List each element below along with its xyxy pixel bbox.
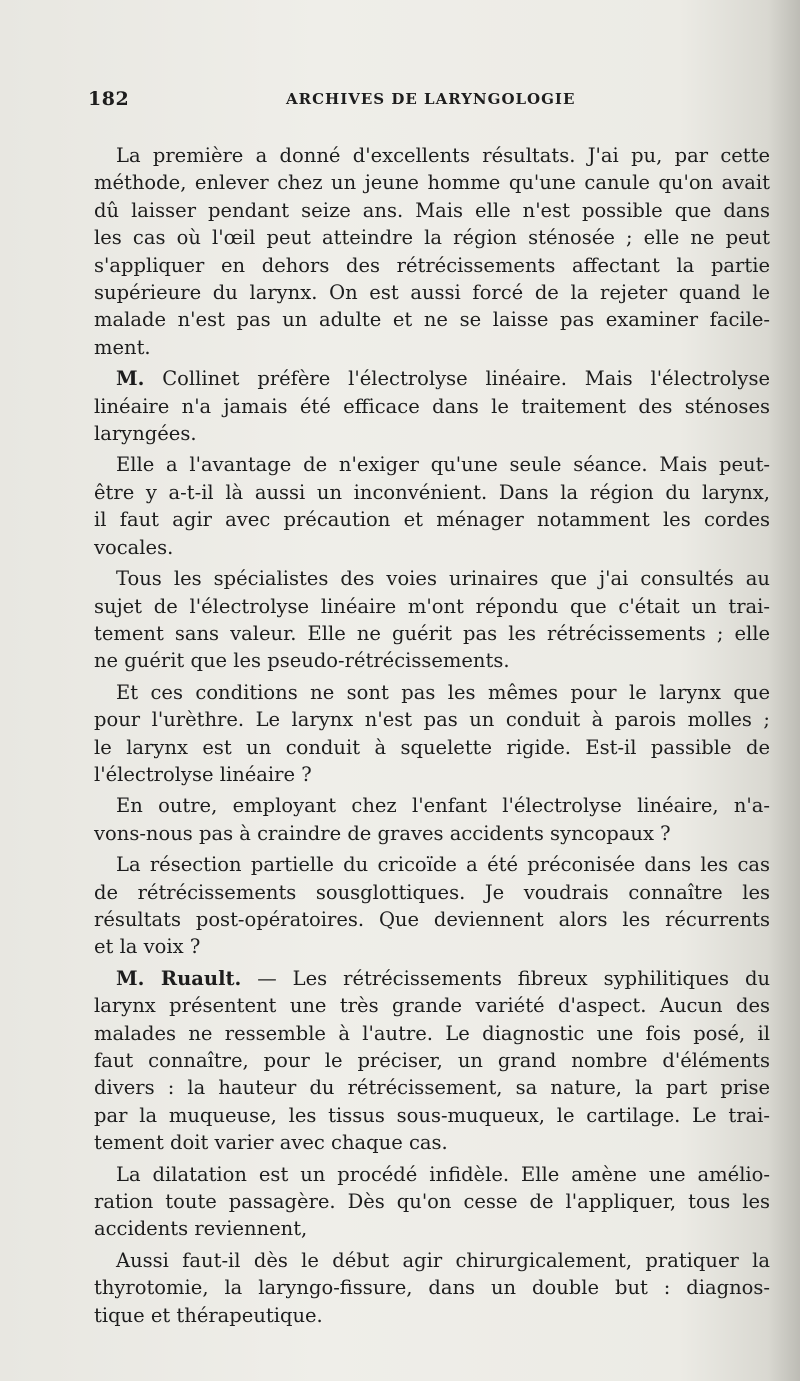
text-line [94, 306, 770, 333]
paragraph [94, 792, 770, 847]
text-line-content: malade n'est pas un adulte et ne se laisse pas examiner facile- [94, 308, 770, 332]
text-line [94, 252, 770, 279]
text-line-content: accidents reviennent, [94, 1217, 308, 1241]
text-line-content: La résection partielle du cricoïde a été préconisée dans les cas [116, 853, 770, 877]
text-line [94, 1188, 770, 1215]
page-number: 182 [88, 88, 130, 110]
text-line [94, 879, 770, 906]
text-line-content: tement doit varier avec chaque cas. [94, 1131, 448, 1155]
text-line-content: l'électrolyse linéaire ? [94, 762, 312, 786]
text-line [94, 1074, 770, 1101]
text-line-content: résultats post-opératoires. Que deviennent alors les récurrents [94, 907, 770, 931]
paragraph [94, 565, 770, 675]
text-line-content: tique et thérapeutique. [94, 1303, 323, 1327]
text-line-content: s'appliquer en dehors des rétrécissements affectant la partie [94, 253, 770, 277]
text-line [94, 792, 770, 819]
text-line-content: thyrotomie, la laryngo-fissure, dans un double but : diagnos- [94, 1276, 770, 1300]
text-line-content: dû laisser pendant seize ans. Mais elle n'est possible que dans [94, 198, 770, 222]
text-line [94, 224, 770, 251]
text-line-content: malades ne ressemble à l'autre. Le diagnostic une fois posé, il [94, 1021, 770, 1045]
text-line [94, 933, 770, 960]
text-line [94, 734, 770, 761]
text-line [94, 1020, 770, 1047]
page-header [88, 88, 708, 116]
text-line [94, 965, 770, 992]
paragraph [94, 142, 770, 361]
text-line-content: de rétrécissements sousglottiques. Je voudrais connaître les [94, 880, 770, 904]
text-line [94, 279, 770, 306]
text-line-content: sujet de l'électrolyse linéaire m'ont répondu que c'était un trai- [94, 594, 770, 618]
paragraph [94, 1161, 770, 1243]
text-line [94, 1215, 770, 1242]
text-line-content: faut connaître, pour le préciser, un grand nombre d'éléments [94, 1049, 770, 1072]
text-line-content: vocales. [94, 535, 174, 559]
text-line-content: il faut agir avec précaution et ménager notamment les cordes [94, 508, 770, 532]
running-title: ARCHIVES DE LARYNGOLOGIE [286, 90, 576, 108]
text-line [94, 679, 770, 706]
text-line-content: ne guérit que les pseudo-rétrécissements. [94, 649, 510, 673]
text-line [94, 1161, 770, 1188]
text-line [94, 451, 770, 478]
text-line [94, 565, 770, 592]
text-line [94, 851, 770, 878]
text-line [94, 1047, 770, 1074]
text-line [94, 197, 770, 224]
text-line-content: laryngées. [94, 422, 197, 446]
paragraph [94, 365, 770, 447]
text-line [94, 1247, 770, 1274]
text-line-content: ment. [94, 335, 151, 359]
text-line-content: Et ces conditions ne sont pas les mêmes pour le larynx que [116, 680, 770, 704]
text-line-content: le larynx est un conduit à squelette rigide. Est-il passible de [94, 735, 770, 759]
speaker-name: M. Ruault. [116, 966, 242, 990]
text-line [94, 393, 770, 420]
text-line-content: linéaire n'a jamais été efficace dans le traitement des sténoses [94, 394, 770, 418]
speaker-name: M. [116, 367, 145, 391]
text-line-content: La première a donné d'excellents résultats. J'ai pu, par cette [116, 144, 770, 167]
paragraph [94, 851, 770, 961]
text-line [94, 479, 770, 506]
text-line [94, 506, 770, 533]
text-line [94, 1129, 770, 1156]
text-line-content: ration toute passagère. Dès qu'on cesse de l'appliquer, tous les [94, 1190, 770, 1214]
text-line [94, 365, 770, 392]
text-line-content: être y a-t-il là aussi un inconvénient. Dans la région du larynx, [94, 480, 770, 504]
text-line [94, 1274, 770, 1301]
text-line-content: pour l'urèthre. Le larynx n'est pas un conduit à parois molles ; [94, 708, 770, 732]
text-line-content: par la muqueuse, les tissus sous-muqueux, le cartilage. Le trai- [94, 1103, 770, 1127]
text-line-content: vons-nous pas à craindre de graves accidents syncopaux ? [94, 821, 671, 845]
text-line-content: Tous les spécialistes des voies urinaires que j'ai consultés au [116, 567, 770, 591]
text-line-content: les cas où l'œil peut atteindre la région sténosée ; elle ne peut [94, 226, 770, 250]
text-line-content: Aussi faut-il dès le début agir chirurgicalement, pratiquer la [116, 1248, 770, 1272]
text-line [94, 142, 770, 169]
paragraph [94, 451, 770, 561]
text-line [94, 761, 770, 788]
text-line [94, 169, 770, 196]
text-line-content: tement sans valeur. Elle ne guérit pas les rétrécissements ; elle [94, 621, 770, 645]
text-line [94, 534, 770, 561]
text-line [94, 1302, 770, 1329]
text-line-content: larynx présentent une très grande variété d'aspect. Aucun des [94, 994, 770, 1018]
text-line-content: — Les rétrécissements fibreux syphilitiques du [257, 966, 771, 990]
text-line [94, 620, 770, 647]
text-line [94, 820, 770, 847]
text-line-content: Collinet préfère l'électrolyse linéaire. Mais l'électrolyse [162, 367, 770, 391]
text-line-content: supérieure du larynx. On est aussi forcé de la rejeter quand le [94, 281, 770, 305]
text-line-content: En outre, employant chez l'enfant l'électrolyse linéaire, n'a- [116, 794, 770, 818]
text-line [94, 706, 770, 733]
text-line [94, 992, 770, 1019]
paragraph [94, 965, 770, 1157]
text-line [94, 593, 770, 620]
text-line [94, 906, 770, 933]
text-line [94, 647, 770, 674]
body-text [94, 142, 770, 1333]
paragraph [94, 679, 770, 789]
text-line [94, 1102, 770, 1129]
text-line [94, 334, 770, 361]
text-line-content: La dilatation est un procédé infidèle. Elle amène une amélio- [116, 1162, 770, 1186]
paragraph [94, 1247, 770, 1329]
text-line-content: et la voix ? [94, 935, 201, 959]
text-line [94, 420, 770, 447]
text-line-content: divers : la hauteur du rétrécissement, sa nature, la part prise [94, 1076, 770, 1100]
text-line-content: Elle a l'avantage de n'exiger qu'une seule séance. Mais peut- [116, 453, 770, 477]
text-line-content: méthode, enlever chez un jeune homme qu'une canule qu'on avait [94, 171, 770, 195]
